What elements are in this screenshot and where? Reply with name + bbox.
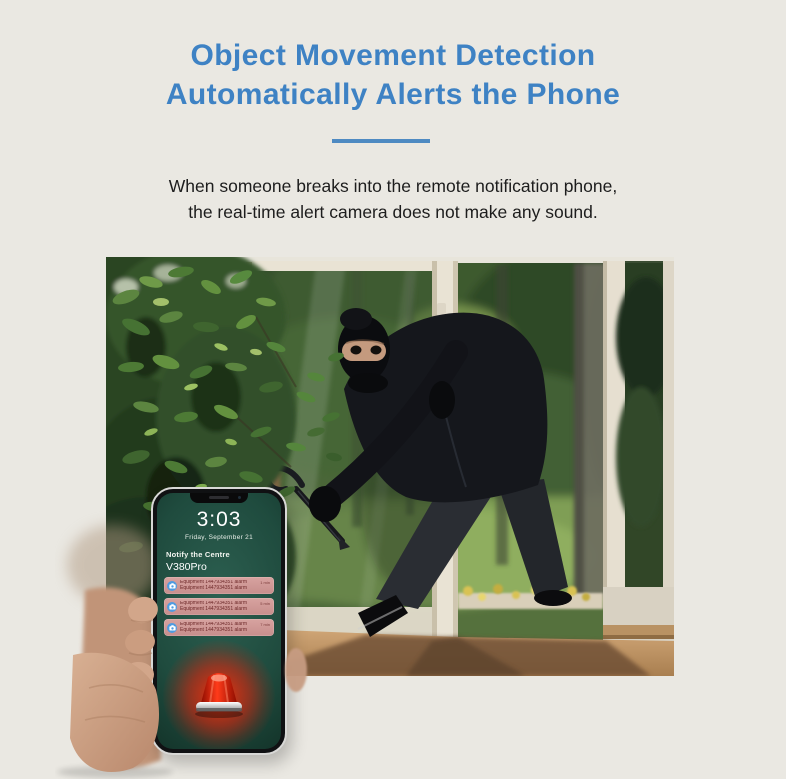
description-line-1: When someone breaks into the remote notification phone,: [168, 176, 618, 196]
notification-text: Equipment 1447934351 alarm: [180, 584, 247, 591]
notification-text: Equipment 1447934351 alarm: [180, 579, 247, 585]
window-frame-right: [603, 261, 674, 676]
smartphone: [151, 487, 287, 755]
notification-text: Equipment 1447934351 alarm: [180, 621, 247, 627]
notify-centre-label: Notify the Centre: [166, 550, 230, 559]
page-title: [0, 36, 786, 114]
notification-list: [164, 577, 274, 636]
app-name: V380Pro: [166, 561, 207, 573]
lockscreen-time: 3:03: [196, 508, 242, 531]
phone-screen: [157, 493, 281, 749]
notification-text: Equipment 1447934351 alarm: [180, 605, 247, 612]
phone-notch: [190, 493, 248, 503]
burglar-glove-left: [429, 381, 455, 419]
page-title-line-1: Object Movement Detection: [190, 39, 596, 72]
notification-text: Equipment 1447934351 alarm: [180, 626, 247, 633]
palm: [79, 587, 161, 768]
interior-wall: [603, 587, 674, 649]
description-line-2: the real-time alert camera does not make any sound.: [188, 202, 598, 222]
notification-banner: [164, 577, 274, 594]
notification-time: 5 min: [260, 601, 270, 606]
lockscreen-date: Friday, September 21: [184, 534, 254, 541]
notification-text: Equipment 1447934351 alarm: [180, 600, 247, 606]
camera-icon: [167, 581, 177, 591]
page-title-line-2: Automatically Alerts the Phone: [165, 78, 621, 111]
title-divider: [332, 139, 430, 143]
notification-time: 7 min: [260, 622, 270, 627]
notification-banner: [164, 598, 274, 615]
camera-icon: [167, 623, 177, 633]
notification-banner: [164, 619, 274, 636]
notification-time: 1 min: [260, 580, 270, 585]
alarm-siren-icon: [192, 669, 246, 719]
camera-icon: [167, 602, 177, 612]
description: [0, 173, 786, 225]
